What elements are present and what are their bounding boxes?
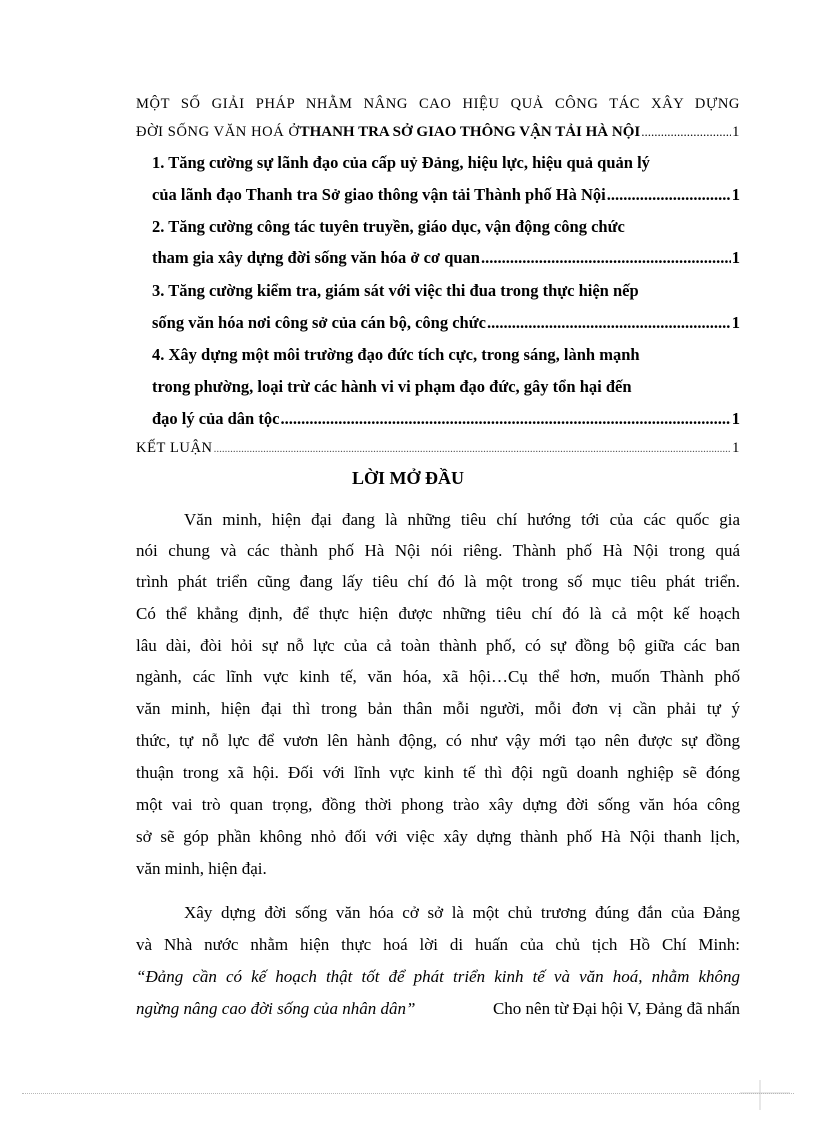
- paragraph-2-quote-line: “Đảng cần có kế hoạch thật tốt để phát triển kinh tế và văn hoá, nhằm không: [136, 967, 740, 986]
- toc-conclusion[interactable]: [136, 440, 740, 457]
- paragraph-1-line: thức, tự nỗ lực để vươn lên hành động, có như vậy mới tạo nên được sự đồng: [136, 731, 740, 750]
- toc-heading-part-b: THANH TRA SỞ GIAO THÔNG VẬN TẢI HÀ NỘI: [299, 124, 641, 140]
- paragraph-2-line: Xây dựng đời sống văn hóa cở sở là một chủ trương đúng đắn của Đảng: [184, 903, 740, 922]
- toc-item-2-line2[interactable]: [152, 248, 740, 268]
- toc-item-1-line1[interactable]: 1. Tăng cường sự lãnh đạo của cấp uỷ Đảng, hiệu lực, hiệu quả quản lý: [152, 153, 650, 172]
- paragraph-2-last-line: [136, 999, 740, 1019]
- toc-heading-part-a: ĐỜI SỐNG VĂN HOÁ Ở: [136, 124, 300, 140]
- paragraph-1-line: Văn minh, hiện đại đang là những tiêu chí hướng tới của các quốc gia: [184, 510, 740, 529]
- toc-item-4-line2[interactable]: [152, 409, 740, 429]
- page-bottom-divider: [22, 1093, 794, 1094]
- paragraph-1-line: văn minh, hiện đại thì trong bản thân mỗi người, mỗi đơn vị cần phải tự ý: [136, 699, 740, 718]
- toc-leader: [607, 185, 731, 205]
- paragraph-1-line: văn minh, hiện đại.: [136, 859, 267, 878]
- toc-item-3-line1[interactable]: 3. Tăng cường kiểm tra, giám sát với việc thi đua trong thực hiện nếp: [152, 281, 639, 300]
- toc-item-3-line2[interactable]: [152, 313, 740, 333]
- toc-page-number: 1: [731, 185, 740, 204]
- toc-page-number: 1: [731, 248, 740, 267]
- quote-text: ngừng nâng cao đời sống của nhân dân”: [136, 999, 416, 1018]
- toc-item-2-line1[interactable]: 2. Tăng cường công tác tuyên truyền, giáo dục, vận động công chức: [152, 217, 625, 236]
- toc-heading-line1: MỘT SỐ GIẢI PHÁP NHẰM NÂNG CAO HIỆU QUẢ CÔNG TÁC XÂY DỰNG: [136, 96, 740, 112]
- paragraph-1-line: Có thể khẳng định, để thực hiện được những tiêu chí đó là cả một kế hoạch: [136, 604, 740, 623]
- paragraph-1-line: một vai trò quan trọng, đồng thời phong trào xây dựng đời sống văn hóa công: [136, 795, 740, 814]
- toc-item-4-line1b[interactable]: trong phường, loại trừ các hành vi vi phạm đạo đức, gây tổn hại đến: [152, 377, 632, 396]
- paragraph-2-line: và Nhà nước nhằm hiện thực hoá lời di huấn của chủ tịch Hồ Chí Minh:: [136, 935, 740, 954]
- paragraph-1-line: thuận trong xã hội. Đối với lĩnh vực kinh tế thì đội ngũ doanh nghiệp sẽ đóng: [136, 763, 740, 782]
- crop-mark-icon: [740, 1080, 790, 1110]
- toc-item-text: của lãnh đạo Thanh tra Sở giao thông vận tải Thành phố Hà Nội: [152, 185, 606, 204]
- toc-item-text: sống văn hóa nơi công sở của cán bộ, công chức: [152, 313, 486, 332]
- toc-leader: [641, 124, 731, 140]
- toc-item-4-line1[interactable]: 4. Xây dựng một môi trường đạo đức tích cực, trong sáng, lành mạnh: [152, 345, 640, 364]
- toc-item-1-line2[interactable]: [152, 185, 740, 205]
- paragraph-1-line: nói chung và các thành phố Hà Nội nói riêng. Thành phố Hà Nội trong quá: [136, 541, 740, 560]
- toc-page-number: 1: [732, 440, 740, 456]
- paragraph-1-line: lâu dài, đòi hỏi sự nỗ lực của cả toàn thành phố, có sự đồng bộ giữa các ban: [136, 636, 740, 655]
- toc-leader: [481, 248, 731, 268]
- toc-page-number: 1: [731, 313, 740, 332]
- toc-item-text: đạo lý của dân tộc: [152, 409, 280, 428]
- toc-leader: [214, 443, 732, 455]
- paragraph-1-line: trình phát triển cũng đang lấy tiêu chí đó là một trong số mục tiêu phát triển.: [136, 572, 740, 591]
- toc-page-number: 1: [731, 409, 740, 428]
- toc-leader: [280, 409, 730, 429]
- paragraph-1-line: ngành, các lĩnh vực kinh tế, văn hóa, xã hội…Cụ thể hơn, muốn Thành phố: [136, 667, 740, 686]
- paragraph-text: Cho nên từ Đại hội V, Đảng đã nhấn: [492, 999, 740, 1018]
- paragraph-1-line: sở sẽ góp phần không nhỏ đối với việc xây dựng thành phố Hà Nội thanh lịch,: [136, 827, 740, 846]
- toc-heading-line2[interactable]: [136, 124, 740, 141]
- page-title: LỜI MỞ ĐẦU: [352, 468, 464, 488]
- toc-page-number: 1: [732, 124, 740, 140]
- toc-item-text: KẾT LUẬN: [136, 440, 213, 456]
- toc-item-text: tham gia xây dựng đời sống văn hóa ở cơ quan: [152, 248, 480, 267]
- toc-leader: [487, 313, 731, 333]
